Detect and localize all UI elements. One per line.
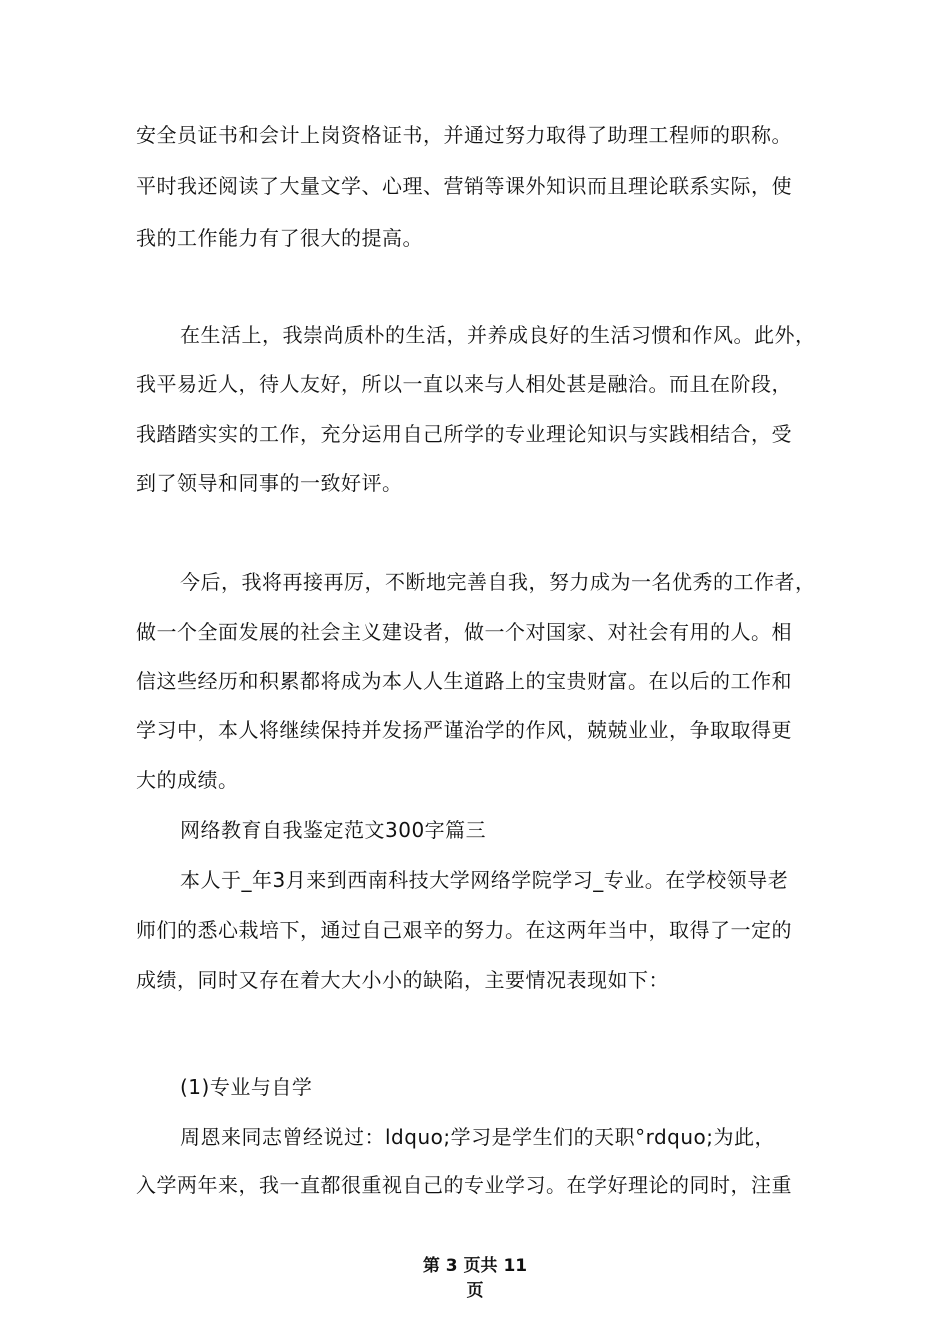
paragraph-4-line-2: 师们的悉心栽培下，通过自己艰辛的努力。在这两年当中，取得了一定的: [136, 918, 792, 942]
paragraph-3-line-3: 信这些经历和积累都将成为本人人生道路上的宝贵财富。在以后的工作和: [136, 669, 792, 693]
paragraph-2-line-1: 在生活上，我崇尚质朴的生活，并养成良好的生活习惯和作风。此外，: [180, 323, 816, 347]
section-title: 网络教育自我鉴定范文300字篇三: [180, 818, 487, 842]
paragraph-3-line-1: 今后，我将再接再厉，不断地完善自我，努力成为一名优秀的工作者，: [180, 570, 816, 594]
subheading: (1)专业与自学: [180, 1075, 313, 1099]
paragraph-3-line-2: 做一个全面发展的社会主义建设者，做一个对国家、对社会有用的人。相: [136, 620, 792, 644]
paragraph-4-line-3: 成绩，同时又存在着大大小小的缺陷，主要情况表现如下：: [136, 968, 669, 992]
paragraph-3-line-5: 大的成绩。: [136, 768, 239, 792]
paragraph-1-line-3: 我的工作能力有了很大的提高。: [136, 226, 423, 250]
paragraph-2-line-4: 到了领导和同事的一致好评。: [136, 471, 403, 495]
paragraph-2-line-2: 我平易近人，待人友好，所以一直以来与人相处甚是融洽。而且在阶段，: [136, 372, 792, 396]
paragraph-5-line-1: 周恩来同志曾经说过：ldquo;学习是学生们的天职°rdquo;为此，: [180, 1125, 776, 1149]
paragraph-2-line-3: 我踏踏实实的工作，充分运用自己所学的专业理论知识与实践相结合，受: [136, 422, 792, 446]
page-number-line-2: 页: [466, 1281, 484, 1301]
paragraph-3-line-4: 学习中，本人将继续保持并发扬严谨治学的作风，兢兢业业，争取取得更: [136, 718, 792, 742]
paragraph-1-line-1: 安全员证书和会计上岗资格证书，并通过努力取得了助理工程师的职称。: [136, 123, 792, 147]
paragraph-1-line-2: 平时我还阅读了大量文学、心理、营销等课外知识而且理论联系实际，使: [136, 174, 792, 198]
paragraph-5-line-2: 入学两年来，我一直都很重视自己的专业学习。在学好理论的同时，注重: [136, 1173, 792, 1197]
page-number-line-1: 第 3 页共 11: [422, 1256, 528, 1276]
paragraph-4-line-1: 本人于_年3月来到西南科技大学网络学院学习_专业。在学校领导老: [180, 868, 789, 892]
